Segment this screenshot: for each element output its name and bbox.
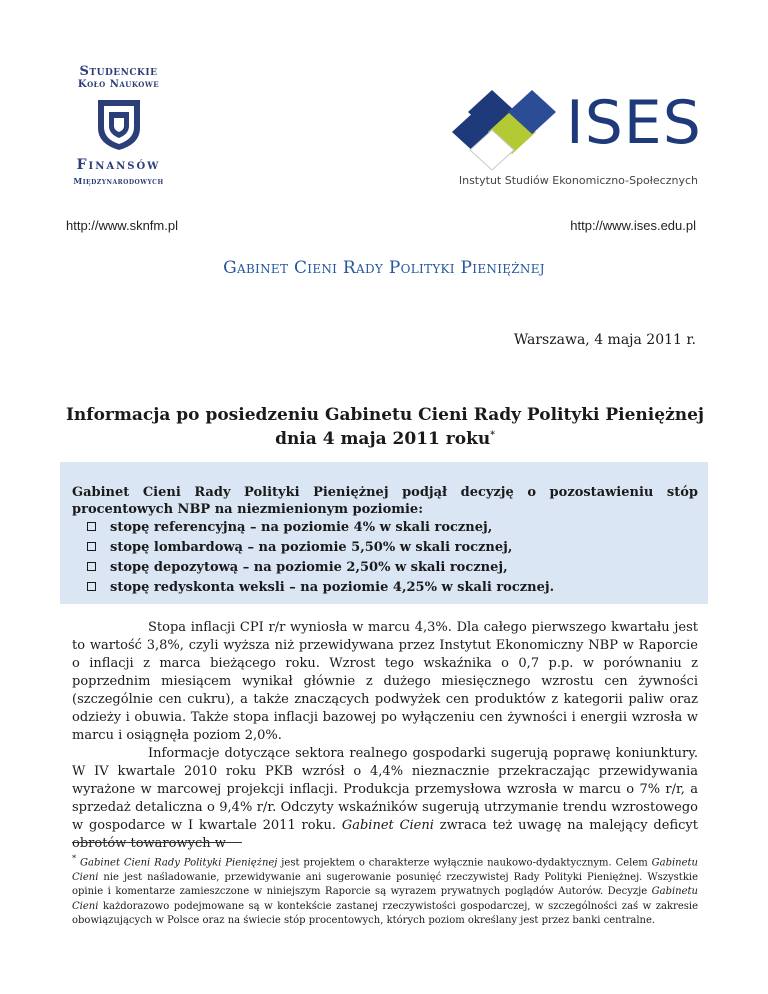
ises-logo [452, 88, 702, 190]
footnote-reference[interactable]: * [490, 430, 495, 441]
rate-item-text: stopę referencyjną – na poziomie 4% w skali rocznej, [110, 520, 493, 535]
rate-item-text: stopę depozytową – na poziomie 2,50% w skali rocznej, [110, 560, 508, 575]
rate-list-item [87, 558, 697, 578]
sknfm-logo-line1: Studenckie [79, 64, 158, 79]
rate-list-item [87, 518, 697, 538]
main-heading-line1: Informacja po posiedzeniu Gabinetu Cieni Rady Polityki Pieniężnej [65, 405, 705, 425]
rate-item-text: stopę redyskonta weksli – na poziomie 4,25% w skali rocznej. [110, 580, 555, 595]
footnote-italic-1: Gabinet Cieni Rady Polityki Pieniężnej [80, 857, 278, 869]
footnote-italic-3: Gabinetu Cieni [72, 886, 698, 912]
ises-subtitle: Instytut Studiów Ekonomiczno-Społecznych [458, 174, 698, 187]
body-paragraph-2-text-a: Informacje dotyczące sektora realnego gospodarki sugerują poprawę koniunktury. W IV kwartale 2010 roku PKB wzrósł o 4,4% nieznacznie przekraczając przewidywania wyrażone w marcowej projekcji inflacji. Produkcja przemysłowa wzrosła w marcu o 7% r/r, a sprzedaż detaliczna o 9,4% r/r. Odczyty wskaźników sugerują utrzymanie trendu wzrostowego w gospodarce w I kwartale 2011 roku. [72, 746, 698, 833]
main-heading-line2-text: dnia 4 maja 2011 roku [275, 429, 491, 449]
main-heading-line2 [60, 427, 710, 451]
ises-mark-icon [452, 90, 562, 170]
sknfm-logo-line2: Koło Naukowe [77, 79, 160, 90]
body-paragraph-2 [72, 745, 698, 853]
square-bullet-icon [87, 522, 96, 531]
document-title: Gabinet Cieni Rady Polityki Pieniężnej [223, 258, 545, 278]
date-line: Warszawa, 4 maja 2011 r. [513, 332, 696, 348]
body-paragraph-1: Stopa inflacji CPI r/r wyniosła w marcu 4,3%. Dla całego pierwszego kwartału jest to wartość 3,8%, czyli wyższa niż przewidywana przez Instytut Ekonomiczny NBP w Raporcie o inflacji z marca bieżącego roku. Wzrost tego wskaźnika o 0,7 p.p. w porównaniu z poprzednim miesiącem wynikał głównie z dużego miesięcznego wzrostu cen żywności (szczególnie cen cukru), a także znaczących podwyżek cen produktów z kategorii paliw oraz odzieży i obuwia. Także stopa inflacji bazowej po wyłączeniu cen żywności i energii wzrosła w marcu i osiągnęła poziom 2,0%. [72, 620, 698, 743]
sknfm-logo-line3: Finansów [76, 157, 161, 173]
square-bullet-icon [87, 562, 96, 571]
body-paragraph-2-text-b: zwraca też uwagę na malejący deficyt obrotów towarowych w [72, 818, 698, 851]
rate-list [87, 518, 697, 598]
rate-list-item [87, 578, 697, 598]
footnote-mark: * [72, 853, 77, 863]
footnote [72, 851, 698, 929]
ises-wordmark: ISES [566, 88, 702, 158]
main-heading [60, 403, 710, 451]
footnote-text-1: jest projektem o charakterze wyłącznie naukowo-dydaktycznym. Celem [281, 857, 648, 869]
footnote-divider [72, 842, 242, 843]
sknfm-url-link[interactable]: http://www.sknfm.pl [66, 218, 178, 233]
decision-intro: Gabinet Cieni Rady Polityki Pieniężnej podjął decyzję o pozostawieniu stóp procentowych NBP na niezmienionym poziomie: [72, 485, 698, 517]
square-bullet-icon [87, 582, 96, 591]
sknfm-logo [66, 64, 171, 194]
square-bullet-icon [87, 542, 96, 551]
ises-url-link[interactable]: http://www.ises.edu.pl [570, 218, 696, 233]
footnote-text-3: każdorazowo podejmowane są w kontekście zastanej rzeczywistości gospodarczej, w szczególności zaś w zakresie obowiązujących w Polsce oraz na świecie stóp procentowych, których poziom określany jest przez banki centralne. [72, 900, 698, 927]
rate-item-text: stopę lombardową – na poziomie 5,50% w skali rocznej, [110, 540, 513, 555]
sknfm-logo-line4: Międzynarodowych [73, 176, 164, 186]
body-paragraph-2-italic: Gabinet Cieni [341, 818, 434, 833]
footnote-italic-2: Gabinetu Cieni [72, 857, 698, 883]
body-text [72, 619, 698, 853]
rate-list-item [87, 538, 697, 558]
sknfm-emblem-icon [94, 98, 144, 152]
footnote-text-2: nie jest naśladowanie, przewidywanie ani sugerowanie posunięć rzeczywistej Rady Polityki Pieniężnej. Wszystkie opinie i komentarze zamieszczone w niniejszym Raporcie są wyrazem prywatnych poglądów Autorów. Decyzje [72, 871, 698, 898]
